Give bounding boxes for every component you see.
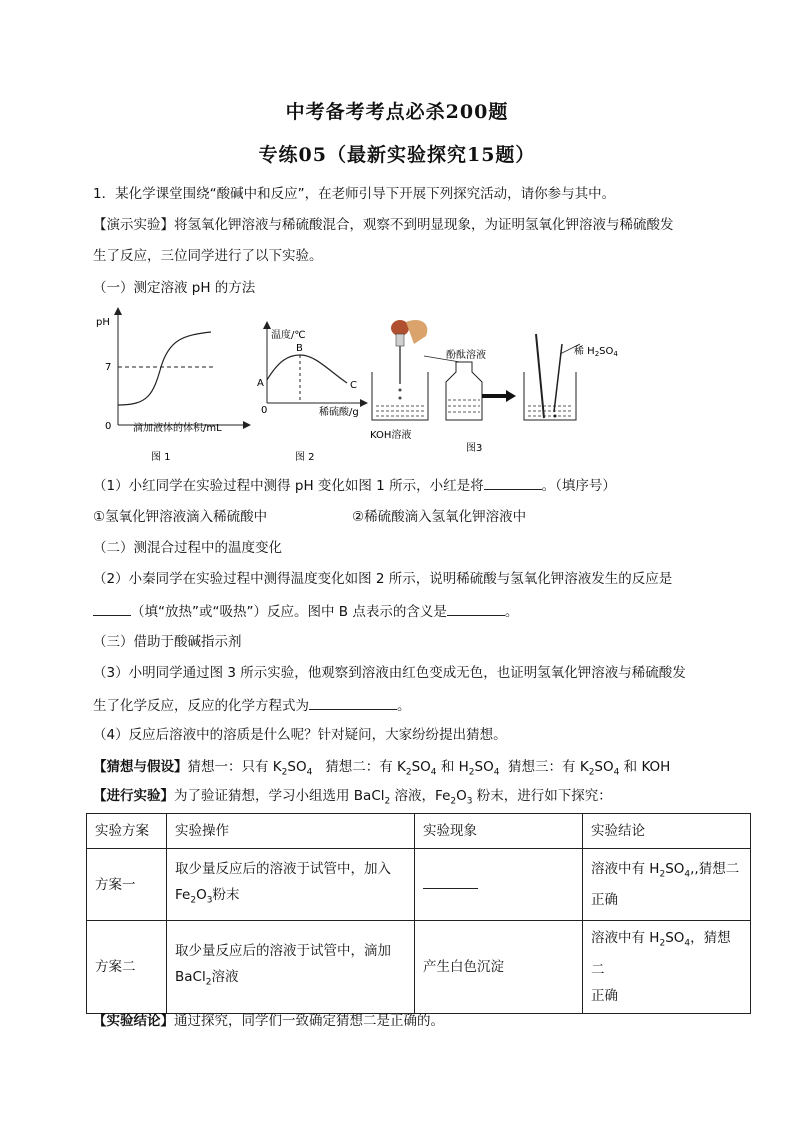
fig3-koh-label: KOH溶液 (370, 430, 412, 441)
fig2-point-c: C (350, 380, 357, 391)
hypotheses: 【猜想与假设】猜想一：只有 $K_2SO_4$ 猜想二：有 $K_2SO_4$ 和 $H_2SO_4$ 猜想三：有 $K_2SO_4$ 和 KOH (93, 759, 671, 778)
conclusion-cell: 溶液中有 $H_2SO_4$，猜想二 正确 (583, 921, 751, 1014)
table-header-row (87, 814, 751, 849)
fig3-indicator-label: 酚酞溶液 (446, 350, 486, 361)
experiment-conclusion: 【实验结论】通过探究，同学们一致确定猜想二是正确的。 (93, 1013, 444, 1029)
section-1-heading: （一）测定溶液 pH 的方法 (93, 280, 256, 296)
q1-option-2: ②稀硫酸滴入氢氧化钾溶液中 (352, 509, 527, 525)
fig1-tick-7: 7 (105, 362, 112, 373)
fig1-x-label: 滴加液体的体积/mL (133, 423, 222, 434)
table-header: 实验方案 (87, 814, 167, 849)
operation-cell: 取少量反应后的溶液于试管中，滴加 BaCl$_2$溶液 (167, 921, 415, 1014)
question-2-line-1: （2）小秦同学在实验过程中测得温度变化如图 2 所示，说明稀硫酸与氢氧化钾溶液发生的反应是 (93, 571, 673, 587)
fig3-acid-label: 稀 $H_2SO_4$ (574, 346, 618, 358)
hand-icon (406, 320, 427, 344)
q2-point-b-blank[interactable] (447, 601, 505, 616)
question-2-line-2: （填“放热”或“吸热”）反应。图中 B 点表示的含义是 。 (93, 601, 518, 621)
fig1-y-label: pH (96, 317, 110, 328)
phenomenon-blank[interactable] (423, 874, 478, 889)
fig2-point-b: B (296, 343, 303, 354)
table-row (87, 921, 751, 1014)
q1-answer-blank[interactable] (484, 475, 542, 490)
question-1: （1）小红同学在实验过程中测得 pH 变化如图 1 所示，小红是将 。（填序号） (93, 475, 616, 495)
operation-cell: 取少量反应后的溶液于试管中，加入 $Fe_2O_3$粉末 (167, 849, 415, 921)
figure-1 (93, 305, 253, 469)
question-3-line-1: （3）小明同学通过图 3 所示实验，他观察到溶液由红色变成无色，也证明氢氧化钾溶液与稀硫酸发 (93, 665, 686, 681)
section-2-heading: （二）测混合过程中的温度变化 (93, 540, 282, 556)
fig2-caption: 图 2 (295, 452, 315, 463)
table-header: 实验结论 (583, 814, 751, 849)
fig2-y-label: 温度/℃ (271, 330, 306, 341)
question-3-line-2: 生了化学反应，反应的化学方程式为 。 (93, 695, 411, 715)
demo-line-2: 生了反应，三位同学进行了以下实验。 (93, 248, 323, 264)
page-subtitle: 专练05（最新实验探究15题） (258, 144, 536, 166)
question-intro: 1．某化学课堂围绕“酸碱中和反应”，在老师引导下开展下列探究活动，请你参与其中。 (93, 186, 616, 202)
section-3-heading: （三）借助于酸碱指示剂 (93, 634, 242, 650)
fig1-origin: 0 (105, 421, 112, 432)
experiment-intro: 【进行实验】为了验证猜想，学习小组选用 BaCl$_2$ 溶液，$Fe_2O_3$ 粉末，进行如下探究： (93, 788, 612, 807)
page-title: 中考备考考点必杀200题 (285, 101, 509, 123)
fig2-x-label: 稀硫酸/g (319, 407, 359, 418)
experiment-table (86, 813, 751, 1014)
q1-option-1: ①氢氧化钾溶液滴入稀硫酸中 (93, 509, 268, 525)
demo-line-1: 【演示实验】将氢氧化钾溶液与稀硫酸混合，观察不到明显现象，为证明氢氧化钾溶液与稀硫酸发 (93, 217, 674, 233)
figure-2 (255, 305, 370, 469)
q3-equation-blank[interactable] (309, 695, 397, 710)
question-4: （4）反应后溶液中的溶质是什么呢？针对疑问，大家纷纷提出猜想。 (93, 727, 507, 743)
fig1-caption: 图 1 (151, 452, 171, 463)
fig3-caption: 图3 (466, 443, 483, 454)
q2-heat-blank[interactable] (93, 601, 131, 616)
phenomenon-cell: 产生白色沉淀 (415, 921, 583, 1014)
figure-3 (366, 314, 631, 458)
arrow-icon (482, 390, 516, 402)
phenomenon-cell (415, 849, 583, 921)
fig2-point-a: A (257, 378, 264, 389)
table-header: 实验现象 (415, 814, 583, 849)
plan-cell: 方案一 (87, 849, 167, 921)
table-row (87, 849, 751, 921)
fig2-origin: 0 (261, 405, 268, 416)
plan-cell: 方案二 (87, 921, 167, 1014)
conclusion-cell: 溶液中有 $H_2SO_4$,,猜想二 正确 (583, 849, 751, 921)
table-header: 实验操作 (167, 814, 415, 849)
